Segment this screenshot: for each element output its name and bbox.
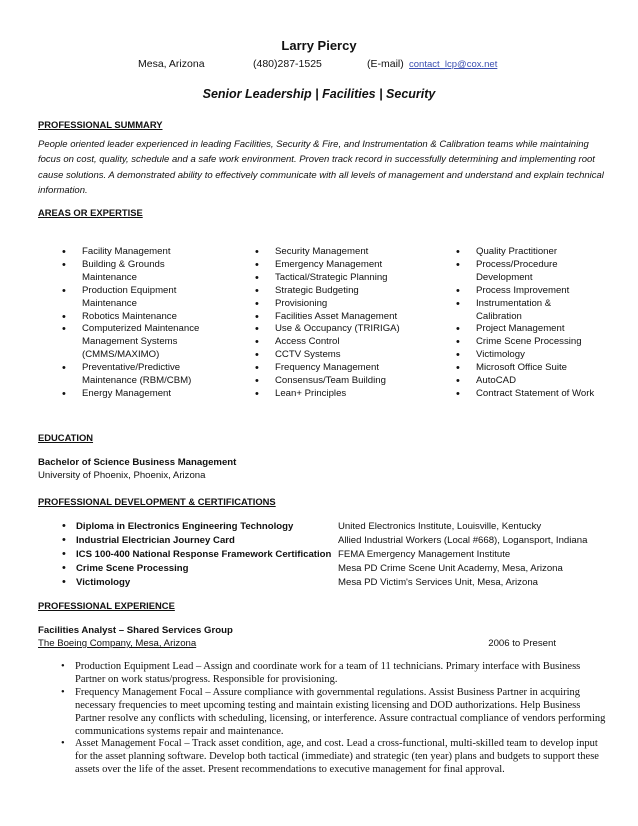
cert-name: ICS 100-400 National Response Framework Certification <box>76 549 332 560</box>
expertise-item: • Crime Scene Processing <box>450 336 635 349</box>
cert-institution: Mesa PD Victim's Services Unit, Mesa, Arizona <box>338 577 538 588</box>
duty-item: • Production Equipment Lead – Assign and coordinate work for a team of 11 technicians. Primary interface with Business Partner on work status/progress. Responsible for provisioning. <box>38 661 608 687</box>
expertise-item: • Lean+ Principles <box>249 388 434 401</box>
cert-name: Victimology <box>76 577 131 588</box>
expertise-item: • Facility Management <box>56 246 216 259</box>
contact-email-link[interactable]: contact_lcp@cox.net <box>409 59 498 70</box>
expertise-item: • Production Equipment Maintenance <box>56 285 216 311</box>
expertise-item: • Energy Management <box>56 388 216 401</box>
expertise-item: • Process/Procedure Development <box>450 259 606 285</box>
duty-item: • Asset Management Focal – Track asset condition, age, and cost. Lead a cross-functional, multi-skilled team to develop input for the asset planning software. Develop both tactical (immediate) and strategic (ten year) plans and budgets to support these assets over the life of the asset. Present recommendations to executive management for final approval. <box>38 738 608 777</box>
bullet-icon: • <box>62 534 66 546</box>
expertise-item: • Strategic Budgeting <box>249 285 434 298</box>
expertise-item: • CCTV Systems <box>249 349 434 362</box>
bullet-icon: • <box>62 520 66 532</box>
expertise-item: • Instrumentation & Calibration <box>450 298 586 324</box>
contact-email-label: (E-mail) <box>367 58 404 70</box>
bullet-icon: • <box>62 562 66 574</box>
job-duties-list <box>38 661 608 777</box>
expertise-item: • Robotics Maintenance <box>56 311 216 324</box>
expertise-item: • Provisioning <box>249 298 434 311</box>
expertise-item: • Emergency Management <box>249 259 434 272</box>
expertise-item: • Quality Practitioner <box>450 246 635 259</box>
cert-institution: FEMA Emergency Management Institute <box>338 549 511 560</box>
expertise-item: • Building & Grounds Maintenance <box>56 259 216 285</box>
expertise-item: • Security Management <box>249 246 434 259</box>
cert-name: Diploma in Electronics Engineering Technology <box>76 521 294 532</box>
job-company-line <box>38 638 556 649</box>
education-heading: EDUCATION <box>38 432 94 443</box>
job-dates: 2006 to Present <box>488 638 556 649</box>
contact-location: Mesa, Arizona <box>138 58 205 70</box>
cert-row <box>62 577 622 591</box>
expertise-item: • Project Management <box>450 323 635 336</box>
cert-name: Crime Scene Processing <box>76 563 189 574</box>
job-company: The Boeing Company, Mesa, Arizona <box>38 638 197 649</box>
expertise-item: • Frequency Management <box>249 362 434 375</box>
cert-row <box>62 535 622 549</box>
candidate-name: Larry Piercy <box>281 38 357 53</box>
expertise-item: • Use & Occupancy (TRIRIGA) <box>249 323 434 336</box>
expertise-column-3 <box>450 246 635 401</box>
expertise-item: • Facilities Asset Management <box>249 311 434 324</box>
expertise-item: • Victimology <box>450 349 635 362</box>
expertise-item: • Tactical/Strategic Planning <box>249 272 434 285</box>
expertise-item: • Computerized Maintenance Management Systems (CMMS/MAXIMO) <box>56 323 216 362</box>
cert-name: Industrial Electrician Journey Card <box>76 535 235 546</box>
job-title: Facilities Analyst – Shared Services Group <box>38 625 233 636</box>
prof-dev-heading: PROFESSIONAL DEVELOPMENT & CERTIFICATIONS <box>38 496 276 507</box>
duty-item: • Frequency Management Focal – Assure compliance with governmental regulations. Assist Business Partner in acquiring necessary frequencies to meet upcoming testing and maintain existing licensing and DOD authorizations. Help Business Partner resolve any conflicts with scheduling, licensing, or interference. Assure contractual compliance of vendors performing communications systems repair and maintenance. <box>38 687 608 739</box>
cert-row <box>62 521 622 535</box>
contact-phone: (480)287-1525 <box>253 58 322 70</box>
expertise-item: • Process Improvement <box>450 285 635 298</box>
expertise-item: • Preventative/Predictive Maintenance (RBM/CBM) <box>56 362 216 388</box>
resume-tagline: Senior Leadership | Facilities | Security <box>202 87 436 101</box>
experience-heading: PROFESSIONAL EXPERIENCE <box>38 600 175 611</box>
expertise-column-2 <box>249 246 434 401</box>
expertise-heading: AREAS OR EXPERTISE <box>38 207 143 218</box>
cert-row <box>62 563 622 577</box>
expertise-item: • AutoCAD <box>450 375 635 388</box>
expertise-column-1 <box>56 246 216 401</box>
expertise-item: • Consensus/Team Building <box>249 375 434 388</box>
expertise-item: • Access Control <box>249 336 434 349</box>
education-school: University of Phoenix, Phoenix, Arizona <box>38 470 206 481</box>
education-degree: Bachelor of Science Business Management <box>38 457 237 468</box>
cert-row <box>62 549 622 563</box>
cert-institution: Mesa PD Crime Scene Unit Academy, Mesa, Arizona <box>338 563 563 574</box>
bullet-icon: • <box>62 576 66 588</box>
cert-institution: United Electronics Institute, Louisville, Kentucky <box>338 521 542 532</box>
summary-heading: PROFESSIONAL SUMMARY <box>38 119 163 130</box>
expertise-item: • Contract Statement of Work <box>450 388 635 401</box>
summary-text: People oriented leader experienced in leading Facilities, Security & Fire, and Instrumentation & Calibration teams while maintaining focus on cost, quality, schedule and a safe work environment. Proven track record in successfully determining and implementing root cause solutions. A demonstrated ability to effectively communicate with all levels of management and understand and explain technical information. <box>38 139 604 196</box>
bullet-icon: • <box>62 548 66 560</box>
cert-institution: Allied Industrial Workers (Local #668), Logansport, Indiana <box>338 535 588 546</box>
expertise-item: • Microsoft Office Suite <box>450 362 635 375</box>
